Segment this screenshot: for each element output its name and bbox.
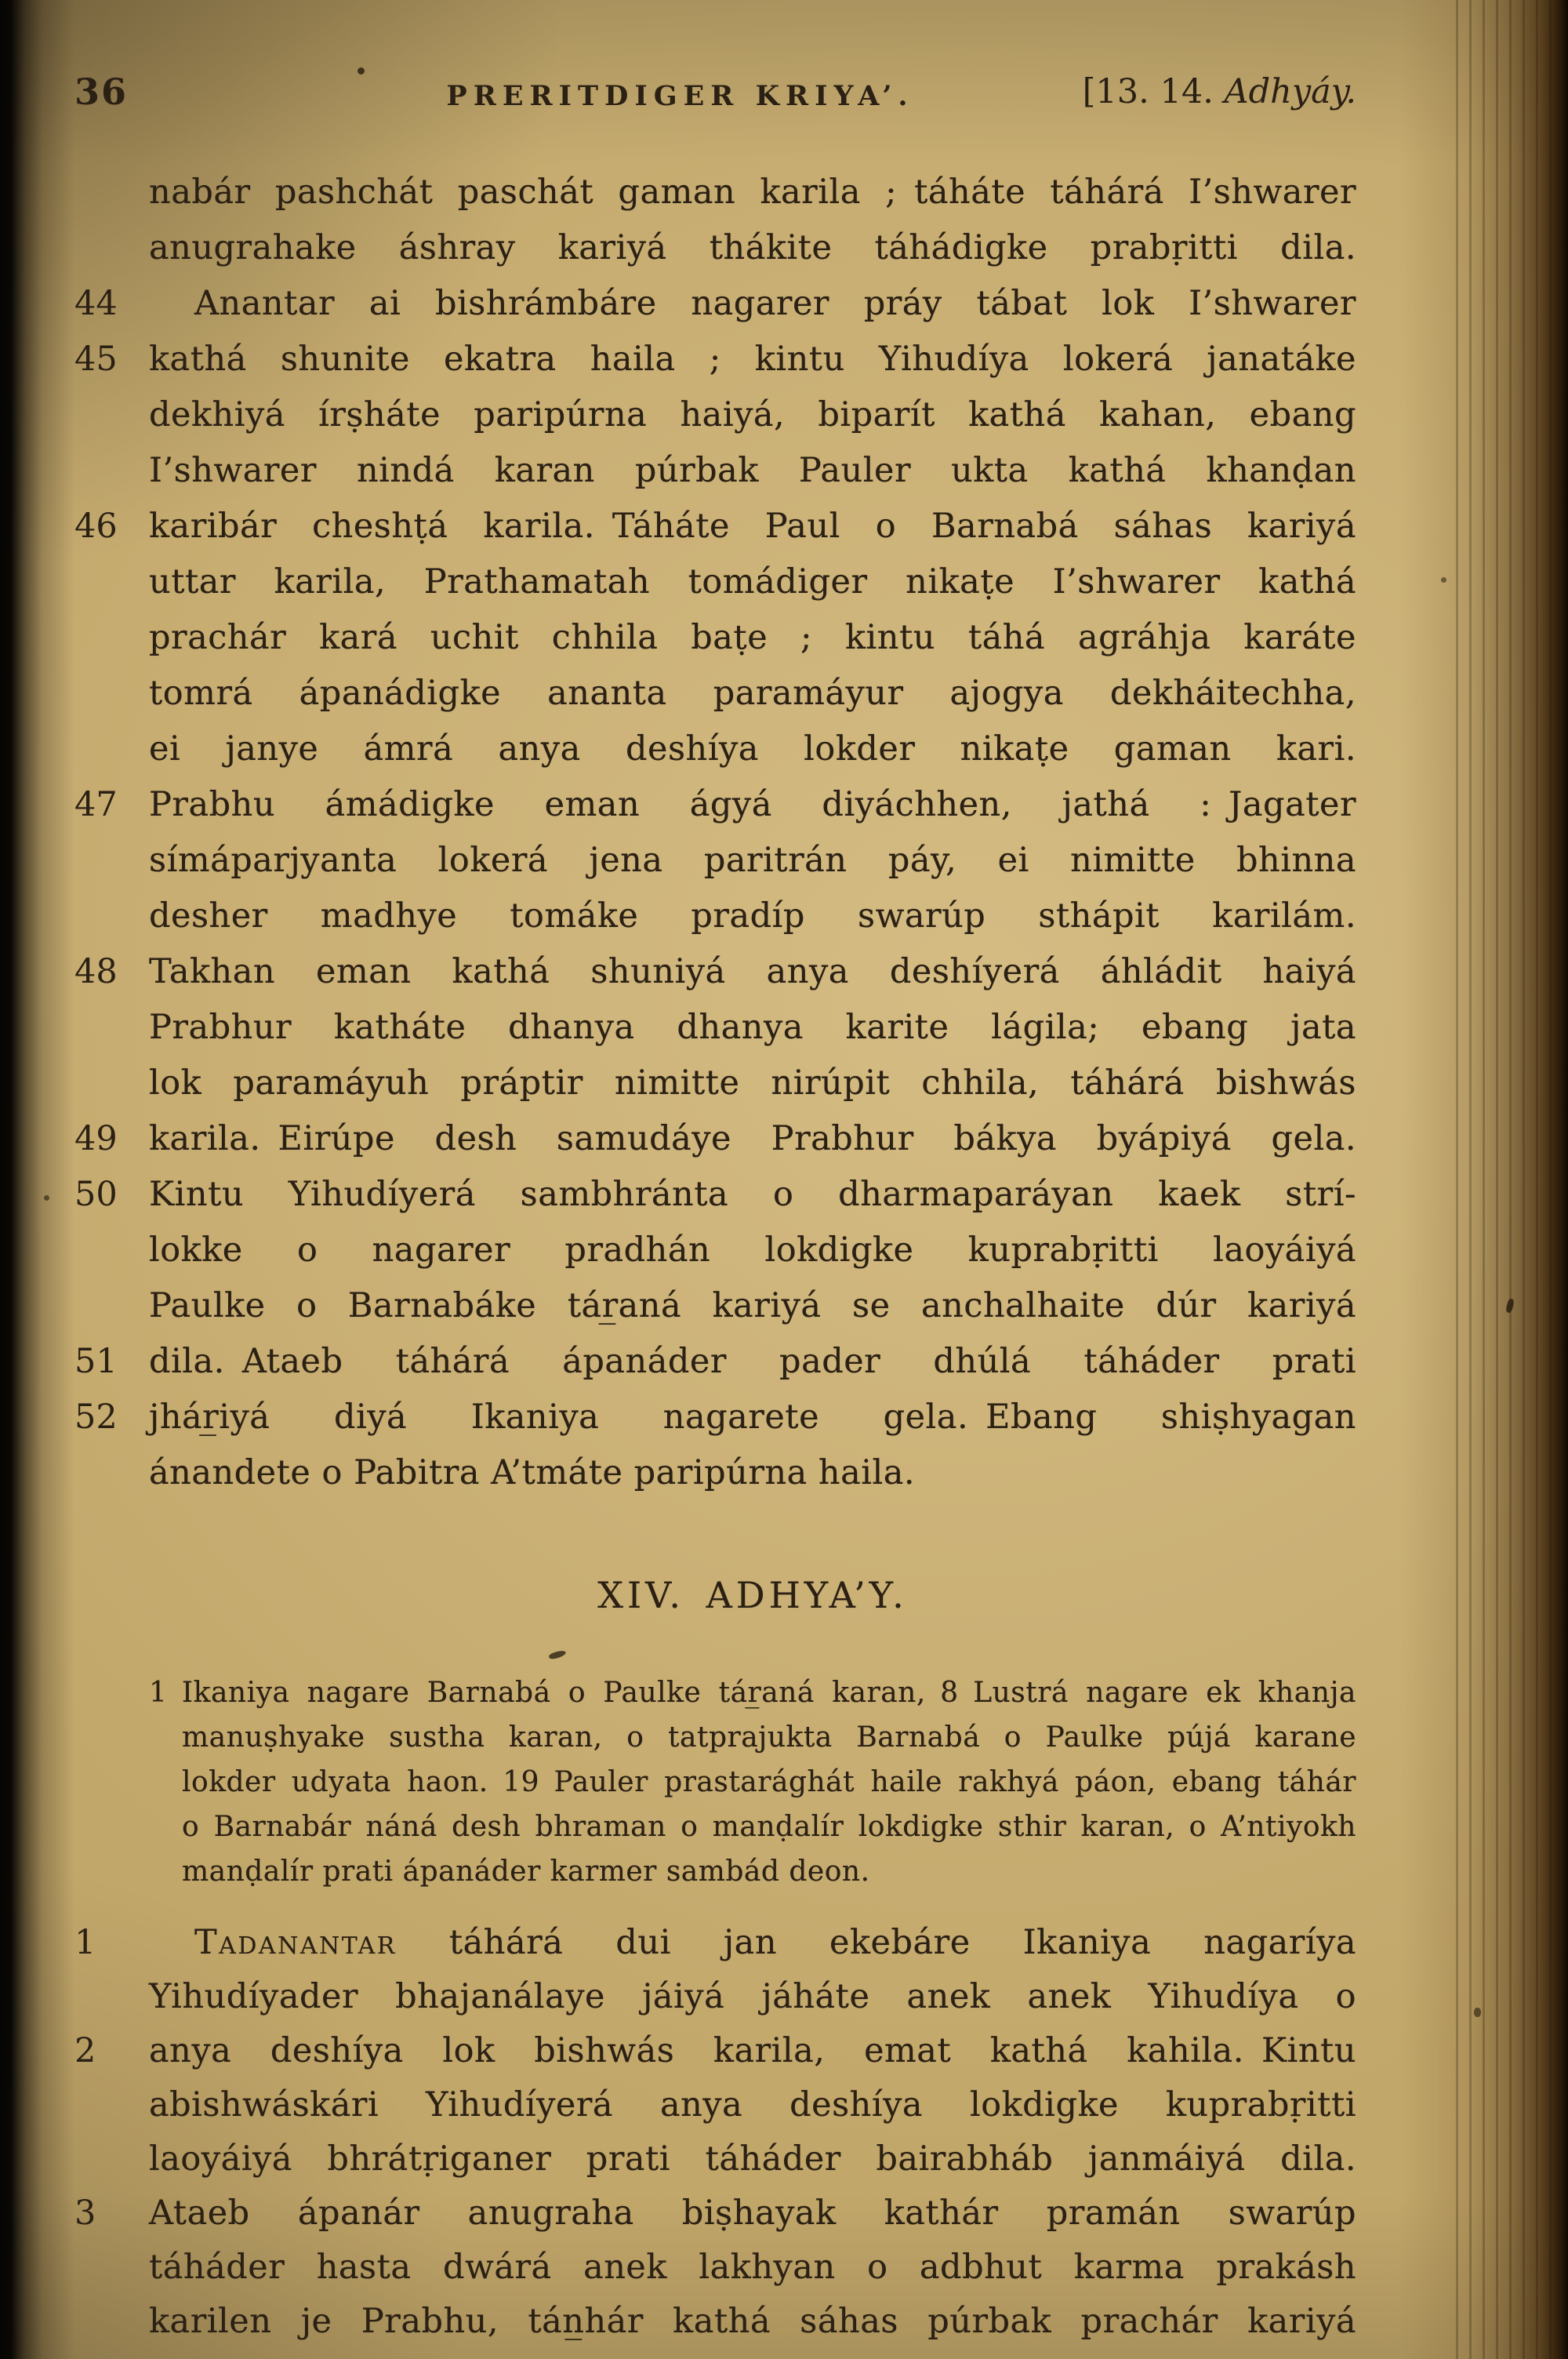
- text-segment: nabár pashchát paschát gaman karila ; táháte táhárá I’shwarer: [149, 173, 1356, 212]
- text-line: [149, 889, 1356, 944]
- text-segment: manuṣhyake sustha karan, o tatprajukta Barnabá o Paulke pújá karane: [182, 1721, 1356, 1754]
- text-line: [74, 2024, 1356, 2078]
- line-text: [149, 722, 1356, 777]
- page-header: [74, 67, 1356, 122]
- line-text: [149, 2078, 1356, 2132]
- text-segment: karilen je Prabhu, tán̲hár kathá sáhas púrbak prachár kariyá: [149, 2302, 1356, 2341]
- line-text: [149, 1670, 1356, 1715]
- text-segment: kathá shunite ekatra haila ; kintu Yihudíya lokerá janatáke: [149, 340, 1356, 379]
- chapter-14-summary: [149, 1670, 1356, 1894]
- text-line: [149, 1670, 1356, 1715]
- text-segment: lokke o nagarer pradhán lokdigke kuprabṛitti laoyáiyá: [149, 1230, 1356, 1270]
- line-text: [149, 2241, 1356, 2295]
- text-segment: anugrahake áshray kariyá thákite táhádigke prabṛitti dila.: [149, 228, 1356, 267]
- text-line: [149, 443, 1356, 499]
- line-text: [149, 1390, 1356, 1445]
- text-segment: 1 Ikaniya nagare Barnabá o Paulke tár̲aná karan, 8 Lustrá nagare ek khanja: [149, 1677, 1356, 1709]
- chapter-reference-numbers: [13. 14.: [1082, 72, 1214, 111]
- line-text: [149, 1056, 1356, 1111]
- running-title: PRERITDIGER KRIYA’.: [446, 80, 914, 112]
- text-line: [74, 777, 1356, 833]
- text-segment: prachár kará uchit chhila baṭe ; kintu táhá agráhja karáte: [149, 618, 1356, 657]
- page-number: 36: [74, 71, 129, 113]
- text-segment: lokder udyata haon. 19 Pauler prastarághát haile rakhyá páon, ebang táhár: [182, 1766, 1356, 1798]
- text-line: [74, 332, 1356, 387]
- text-segment: manḍalír prati ápanáder karmer sambád deon.: [182, 1856, 870, 1888]
- chapter-reference-title: Adhyáy.: [1224, 72, 1356, 111]
- line-text: [149, 499, 1356, 554]
- text-segment: dila. Ataeb táhárá ápanáder pader dhúlá táháder prati: [149, 1342, 1356, 1381]
- text-segment: Paulke o Barnabáke tár̲aná kariyá se anchalhaite dúr kariyá: [149, 1286, 1356, 1325]
- line-text: [149, 1916, 1356, 1970]
- text-line: [149, 2241, 1356, 2295]
- text-line: [149, 220, 1356, 276]
- text-line: [149, 2132, 1356, 2186]
- verse-number: 51: [74, 1342, 118, 1381]
- line-text: [149, 332, 1356, 387]
- text-line: [74, 944, 1356, 1000]
- line-text: [149, 1715, 1356, 1760]
- page-stack-striations: [1450, 0, 1568, 2359]
- text-segment: karila. Eirúpe desh samudáye Prabhur bákya byápiyá gela.: [149, 1119, 1356, 1158]
- line-text: [149, 610, 1356, 666]
- verse-number: 50: [74, 1175, 118, 1214]
- line-text: [149, 777, 1356, 833]
- text-segment: dekhiyá írṣháte paripúrna haiyá, biparít kathá kahan, ebang: [149, 395, 1356, 434]
- text-line: [149, 2295, 1356, 2349]
- text-segment: Yihudíyader bhajanálaye jáiyá jáháte anek anek Yihudíya o: [149, 1977, 1356, 2016]
- text-line: [149, 387, 1356, 443]
- text-segment: tomrá ápanádigke ananta paramáyur ajogya dekháitechha,: [149, 674, 1356, 713]
- text-line: [74, 1167, 1356, 1223]
- line-text: [149, 1334, 1356, 1390]
- chapter-14-verses: [74, 1916, 1356, 2349]
- ink-speck: [1474, 2008, 1481, 2017]
- text-line: [74, 1390, 1356, 1445]
- verse-number: 49: [74, 1119, 118, 1158]
- text-segment: jhár̲iyá diyá Ikaniya nagarete gela. Ebang shiṣhyagan: [149, 1398, 1356, 1437]
- line-text: [149, 554, 1356, 610]
- text-line: [149, 1849, 1356, 1894]
- text-line: [149, 833, 1356, 889]
- page-text-area: [74, 67, 1356, 2349]
- verse-number: 44: [74, 284, 118, 323]
- chapter-13-verses: [74, 165, 1356, 1501]
- text-line: [149, 1970, 1356, 2024]
- line-text: [149, 666, 1356, 722]
- text-line: [74, 276, 1356, 332]
- text-segment: desher madhye tomáke pradíp swarúp sthápit karilám.: [149, 896, 1356, 936]
- text-line: [149, 610, 1356, 666]
- text-line: [149, 1715, 1356, 1760]
- text-line: [149, 1278, 1356, 1334]
- text-segment: laoyáiyá bhrátṛiganer prati táháder bairabháb janmáiyá dila.: [149, 2139, 1356, 2179]
- verse-number: 46: [74, 507, 118, 546]
- text-segment: abishwáskári Yihudíyerá anya deshíya lokdigke kuprabṛitti: [149, 2085, 1356, 2125]
- ink-speck: [358, 67, 365, 75]
- line-text: [149, 443, 1356, 499]
- text-segment: uttar karila, Prathamatah tomádiger nikaṭe I’shwarer kathá: [149, 562, 1356, 602]
- line-text: [149, 889, 1356, 944]
- text-segment: ánandete o Pabitra A’tmáte paripúrna haila.: [149, 1453, 916, 1492]
- text-line: [149, 1056, 1356, 1111]
- line-text: [149, 1000, 1356, 1056]
- text-line: [149, 722, 1356, 777]
- verse-number: 2: [74, 2031, 96, 2070]
- page-edge-left-shadow: [0, 0, 74, 2359]
- line-text: [149, 944, 1356, 1000]
- line-text: [149, 1167, 1356, 1223]
- text-segment: Prabhu ámádigke eman ágyá diyáchhen, jathá : Jagater: [149, 785, 1356, 824]
- line-text: [149, 1445, 1356, 1501]
- text-segment: o Barnabár náná desh bhraman o manḍalír lokdigke sthir karan, o A’ntiyokh: [182, 1811, 1356, 1843]
- line-text: [149, 1805, 1356, 1849]
- text-segment: anya deshíya lok bishwás karila, emat kathá kahila. Kintu: [149, 2031, 1356, 2070]
- text-segment: karibár cheshṭá karila. Táháte Paul o Barnabá sáhas kariyá: [149, 507, 1356, 546]
- text-line: [149, 1445, 1356, 1501]
- text-segment: Kintu Yihudíyerá sambhránta o dharmaparáyan kaek strí-: [149, 1175, 1356, 1214]
- chapter-14-heading: XIV. ADHYA’Y.: [597, 1574, 908, 1616]
- text-line: [149, 1760, 1356, 1805]
- line-text: [149, 1278, 1356, 1334]
- text-segment: táháder hasta dwárá anek lakhyan o adbhut karma prakásh: [149, 2248, 1356, 2287]
- verse-number: 45: [74, 340, 118, 379]
- line-text: [149, 1760, 1356, 1805]
- text-segment: ei janye ámrá anya deshíya lokder nikaṭe gaman kari.: [149, 729, 1356, 769]
- verse-number: 48: [74, 952, 118, 991]
- text-line: [74, 2186, 1356, 2241]
- text-line: [149, 2078, 1356, 2132]
- verse-number: 52: [74, 1398, 118, 1437]
- line-text: [149, 1111, 1356, 1167]
- text-line: [149, 165, 1356, 220]
- text-line: [74, 1916, 1356, 1970]
- text-segment: I’shwarer nindá karan púrbak Pauler ukta kathá khanḍan: [149, 451, 1356, 490]
- line-text: [149, 387, 1356, 443]
- text-line: [149, 1805, 1356, 1849]
- ink-speck: [1441, 577, 1446, 583]
- verse-number: 47: [74, 785, 118, 824]
- line-text: [149, 833, 1356, 889]
- text-segment: táhárá dui jan ekebáre Ikaniya nagaríya: [396, 1923, 1356, 1962]
- ink-speck: [44, 1195, 49, 1201]
- text-segment: Anantar ai bishrámbáre nagarer práy tábat lok I’shwarer: [194, 284, 1356, 323]
- chapter-reference: [1083, 72, 1356, 111]
- text-line: [149, 1000, 1356, 1056]
- text-segment: Prabhur katháte dhanya dhanya karite lágila; ebang jata: [149, 1008, 1356, 1047]
- line-text: [149, 2132, 1356, 2186]
- page-edge-right-shadow: [1399, 0, 1568, 2359]
- line-text: [149, 2186, 1356, 2241]
- line-text: [149, 1970, 1356, 2024]
- verse-number: 1: [74, 1923, 96, 1962]
- line-text: [149, 2024, 1356, 2078]
- verse-number: 3: [74, 2194, 96, 2233]
- small-caps-word: Tadanantar: [194, 1923, 397, 1962]
- line-text: [149, 1223, 1356, 1278]
- text-line: [74, 499, 1356, 554]
- text-segment: Ataeb ápanár anugraha biṣhayak kathár pramán swarúp: [149, 2194, 1356, 2233]
- line-text: [149, 220, 1356, 276]
- text-line: [74, 1334, 1356, 1390]
- text-segment: símáparjyanta lokerá jena paritrán páy, ei nimitte bhinna: [149, 841, 1356, 880]
- line-text: [149, 2295, 1356, 2349]
- line-text: [149, 165, 1356, 220]
- text-line: [74, 1111, 1356, 1167]
- text-segment: lok paramáyuh práptir nimitte nirúpit chhila, táhárá bishwás: [149, 1063, 1356, 1103]
- text-segment: Takhan eman kathá shuniyá anya deshíyerá áhládit haiyá: [149, 952, 1356, 991]
- text-line: [149, 554, 1356, 610]
- text-line: [149, 1223, 1356, 1278]
- line-text: [149, 276, 1356, 332]
- text-line: [149, 666, 1356, 722]
- line-text: [149, 1849, 1356, 1894]
